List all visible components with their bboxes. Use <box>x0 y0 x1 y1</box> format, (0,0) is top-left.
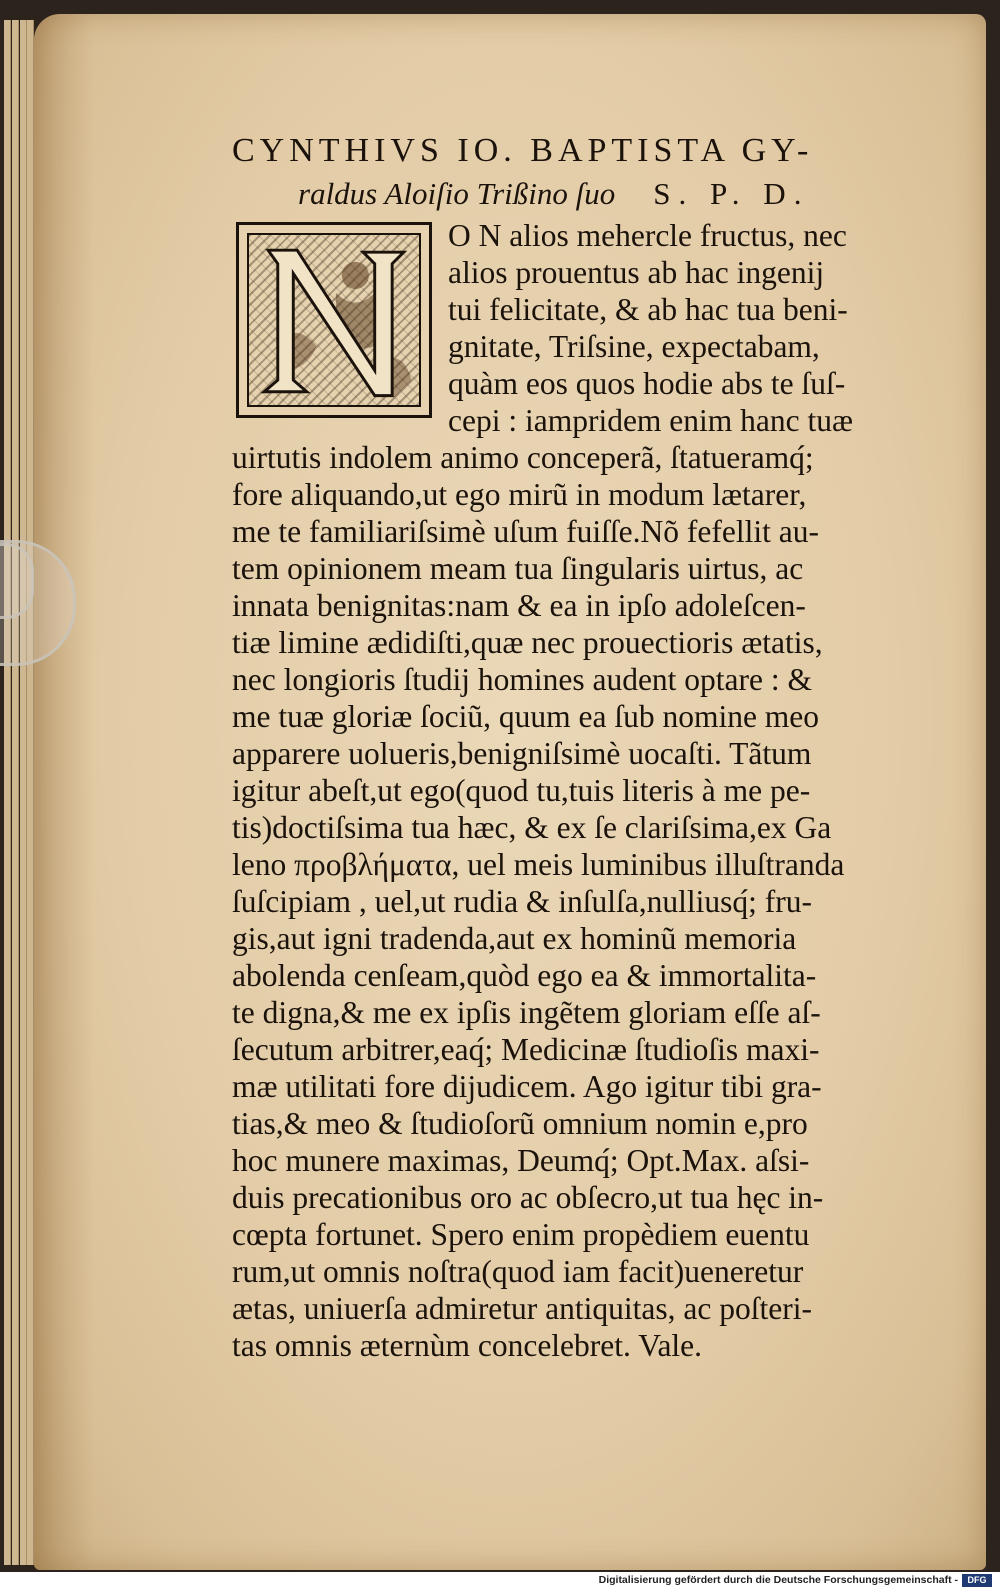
text-line: quàm eos quos hodie abs te ſuſ- <box>448 366 846 401</box>
text-line: cepi : iampridem enim hanc tuæ <box>448 403 854 438</box>
page-edge <box>27 20 34 1565</box>
text-line: duis precationibus oro ac obſecro,ut tua hęc in- <box>232 1180 824 1215</box>
text-line: tem opinionem meam tua ſingularis uirtus, ac <box>232 551 804 586</box>
footer-bar <box>0 1572 1000 1590</box>
text-line: tias,& meo & ſtudioſorũ omnium nomin e,pro <box>232 1106 808 1141</box>
letter-heading-line1: CYNTHIVS IO. BAPTISTA GY- <box>232 132 814 169</box>
text-line: me tuæ gloriæ ſociũ, quum ea ſub nomine meo <box>232 699 820 734</box>
text-line: gis,aut igni tradenda,aut ex hominũ memoria <box>232 921 797 956</box>
page-edge <box>12 20 19 1565</box>
text-line: innata benignitas:nam & ea in ipſo adoleſcen- <box>232 588 806 623</box>
text-line: apparere uolueris,benigniſsimè uocaſti. Tãtum <box>232 736 812 771</box>
text-line: tas omnis æternùm concelebret. Vale. <box>232 1328 703 1363</box>
text-line: alios prouentus ab hac ingenij <box>448 255 825 290</box>
text-line: nec longioris ſtudij homines audent optare : & <box>232 662 813 697</box>
page-edge <box>20 20 27 1565</box>
text-line: cœpta fortunet. Spero enim propèdiem euentu <box>232 1217 810 1252</box>
initial-letter-graphic <box>239 225 429 415</box>
dfg-logo: DFG <box>962 1574 992 1587</box>
text-line: ſuſcipiam , uel,ut rudia & inſulſa,nulliusq́; fru- <box>232 884 813 919</box>
text-line: O N alios mehercle fructus, nec <box>448 218 847 253</box>
text-line: leno προβλήματα, uel meis luminibus illuſtranda <box>232 847 845 882</box>
page-clip-inner <box>0 543 34 619</box>
text-line: ætas, uniuerſa admiretur antiquitas, ac poſteri- <box>232 1291 812 1326</box>
text-line: rum,ut omnis noſtra(quod iam facit)ueneretur <box>232 1254 804 1289</box>
page-gutter-shadow <box>34 14 94 1570</box>
text-line: ſecutum arbitrer,eaq́; Medicinæ ſtudioſis maxi- <box>232 1032 820 1067</box>
heading-addressee: raldus Aloiſio Trißino ſuo <box>298 176 616 211</box>
text-line: hoc munere maximas, Deumq́; Opt.Max. aſsi- <box>232 1143 810 1178</box>
text-line: mæ utilitati fore dijudicem. Ago igitur tibi gra- <box>232 1069 822 1104</box>
heading-salutation: S. P. D. <box>653 176 810 211</box>
letter-heading-line2 <box>298 176 809 212</box>
text-line: tui felicitate, & ab hac tua beni- <box>448 292 848 327</box>
text-line: tis)doctiſsima tua hæc, & ex ſe clariſsima,ex Ga <box>232 810 832 845</box>
text-line: igitur abeſt,ut ego(quod tu,tuis literis à me pe- <box>232 773 811 808</box>
text-line: uirtutis indolem animo conceperã, ſtatueramq́; <box>232 440 814 475</box>
text-line: abolenda cenſeam,quòd ego ea & immortalita- <box>232 958 817 993</box>
page-edge <box>4 20 11 1565</box>
text-line: te digna,& me ex ipſis ingẽtem gloriam eſſe aſ- <box>232 995 821 1030</box>
text-line: fore aliquando,ut ego mirũ in modum lætarer, <box>232 477 807 512</box>
text-line: me te familiariſsimè uſum fuiſſe.Nõ fefellit au- <box>232 514 819 549</box>
text-line: tiæ limine ædidiſti,quæ nec prouectioris ætatis, <box>232 625 823 660</box>
decorated-initial <box>236 222 432 418</box>
digitization-credit: Digitalisierung gefördert durch die Deutsche Forschungsgemeinschaft - <box>598 1574 958 1586</box>
text-line: gnitate, Triſsine, expectabam, <box>448 329 820 364</box>
